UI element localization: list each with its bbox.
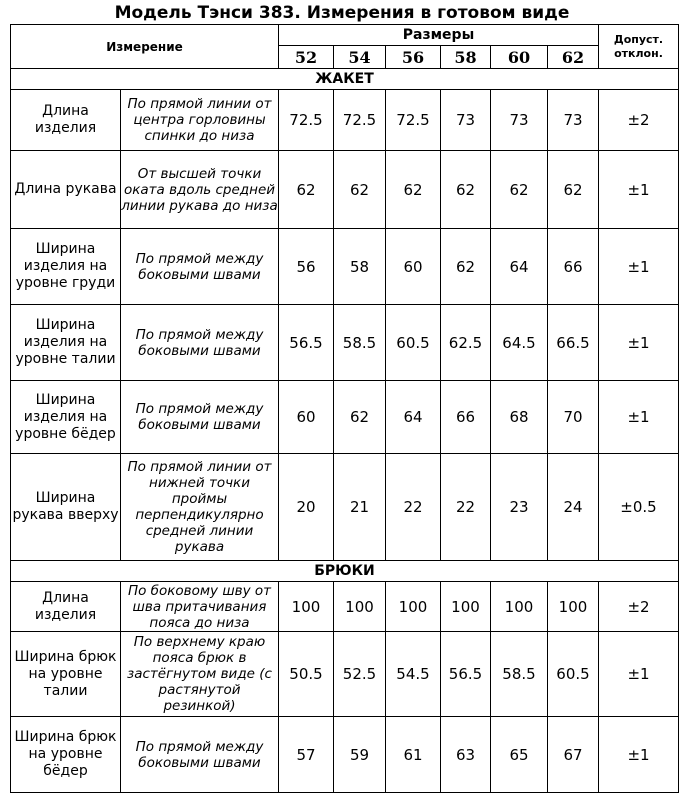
measurement-description: По прямой между боковыми швами	[121, 717, 279, 793]
tolerance-value: ±2	[599, 90, 679, 151]
measurement-name: Ширина изделия на уровне талии	[11, 305, 121, 381]
tolerance-value: ±2	[599, 582, 679, 632]
header-tolerance: Допуст. отклон.	[599, 25, 679, 69]
table-row	[11, 454, 679, 561]
size-value: 60.5	[386, 305, 441, 381]
size-value: 21	[334, 454, 386, 561]
size-value: 62	[441, 229, 491, 305]
header-size: 56	[386, 46, 441, 69]
size-value: 24	[548, 454, 599, 561]
size-value: 73	[491, 90, 548, 151]
measurement-name: Длина изделия	[11, 582, 121, 632]
tolerance-value: ±1	[599, 632, 679, 717]
measurement-name: Ширина изделия на уровне бёдер	[11, 381, 121, 454]
size-value: 52.5	[334, 632, 386, 717]
table-row	[11, 305, 679, 381]
measurement-description: По верхнему краю пояса брюк в застёгнутом виде (с растянутой резинкой)	[121, 632, 279, 717]
table-row	[11, 717, 679, 793]
size-value: 73	[441, 90, 491, 151]
size-value: 59	[334, 717, 386, 793]
size-value: 64.5	[491, 305, 548, 381]
measurement-description: По прямой между боковыми швами	[121, 381, 279, 454]
size-value: 22	[441, 454, 491, 561]
measurement-name: Длина изделия	[11, 90, 121, 151]
measurement-name: Ширина рукава вверху	[11, 454, 121, 561]
measurement-description: По прямой между боковыми швами	[121, 229, 279, 305]
size-value: 58.5	[491, 632, 548, 717]
size-value: 56	[279, 229, 334, 305]
size-value: 60.5	[548, 632, 599, 717]
section-title: ЖАКЕТ	[11, 69, 679, 90]
size-value: 66	[441, 381, 491, 454]
table-row	[11, 151, 679, 229]
measurement-description: От высшей точки оката вдоль средней линии рукава до низа	[121, 151, 279, 229]
tolerance-value: ±1	[599, 381, 679, 454]
size-value: 65	[491, 717, 548, 793]
tolerance-value: ±1	[599, 305, 679, 381]
size-value: 62	[334, 381, 386, 454]
size-value: 100	[491, 582, 548, 632]
table-header	[11, 25, 679, 69]
header-size: 60	[491, 46, 548, 69]
tolerance-value: ±1	[599, 717, 679, 793]
size-value: 62	[491, 151, 548, 229]
measurement-description: По прямой линии от центра горловины спинки до низа	[121, 90, 279, 151]
size-value: 64	[491, 229, 548, 305]
size-value: 100	[279, 582, 334, 632]
size-value: 67	[548, 717, 599, 793]
measurements-table	[10, 24, 679, 793]
size-value: 62	[441, 151, 491, 229]
size-value: 61	[386, 717, 441, 793]
header-size: 62	[548, 46, 599, 69]
measurement-description: По прямой между боковыми швами	[121, 305, 279, 381]
size-value: 56.5	[279, 305, 334, 381]
size-value: 100	[548, 582, 599, 632]
size-value: 58.5	[334, 305, 386, 381]
size-value: 56.5	[441, 632, 491, 717]
size-value: 60	[279, 381, 334, 454]
header-size: 58	[441, 46, 491, 69]
header-measurement: Измерение	[11, 25, 279, 69]
size-value: 64	[386, 381, 441, 454]
table-body	[11, 69, 679, 793]
tolerance-value: ±0.5	[599, 454, 679, 561]
measurement-name: Ширина брюк на уровне талии	[11, 632, 121, 717]
table-row	[11, 632, 679, 717]
size-value: 54.5	[386, 632, 441, 717]
size-value: 73	[548, 90, 599, 151]
size-value: 72.5	[334, 90, 386, 151]
size-value: 60	[386, 229, 441, 305]
measurement-description: По боковому шву от шва притачивания пояса до низа	[121, 582, 279, 632]
size-value: 62	[279, 151, 334, 229]
table-row	[11, 90, 679, 151]
size-value: 62	[548, 151, 599, 229]
measurement-description: По прямой линии от нижней точки проймы перпендикулярно средней линии рукава	[121, 454, 279, 561]
table-row	[11, 582, 679, 632]
measurement-name: Длина рукава	[11, 151, 121, 229]
size-value: 58	[334, 229, 386, 305]
tolerance-value: ±1	[599, 229, 679, 305]
size-value: 72.5	[386, 90, 441, 151]
measurement-name: Ширина брюк на уровне бёдер	[11, 717, 121, 793]
size-value: 62	[386, 151, 441, 229]
table-row	[11, 381, 679, 454]
size-value: 100	[386, 582, 441, 632]
size-value: 70	[548, 381, 599, 454]
size-value: 23	[491, 454, 548, 561]
size-value: 57	[279, 717, 334, 793]
header-size: 52	[279, 46, 334, 69]
size-value: 62.5	[441, 305, 491, 381]
size-value: 72.5	[279, 90, 334, 151]
section-row	[11, 561, 679, 582]
size-value: 50.5	[279, 632, 334, 717]
header-size: 54	[334, 46, 386, 69]
size-value: 68	[491, 381, 548, 454]
size-value: 22	[386, 454, 441, 561]
size-value: 20	[279, 454, 334, 561]
size-value: 66.5	[548, 305, 599, 381]
page-title: Модель Тэнси 383. Измерения в готовом виде	[114, 3, 570, 23]
size-value: 100	[441, 582, 491, 632]
section-title: БРЮКИ	[11, 561, 679, 582]
size-value: 62	[334, 151, 386, 229]
table-row	[11, 229, 679, 305]
size-value: 63	[441, 717, 491, 793]
size-value: 100	[334, 582, 386, 632]
size-value: 66	[548, 229, 599, 305]
tolerance-value: ±1	[599, 151, 679, 229]
measurement-name: Ширина изделия на уровне груди	[11, 229, 121, 305]
header-sizes: Размеры	[279, 25, 599, 46]
section-row	[11, 69, 679, 90]
